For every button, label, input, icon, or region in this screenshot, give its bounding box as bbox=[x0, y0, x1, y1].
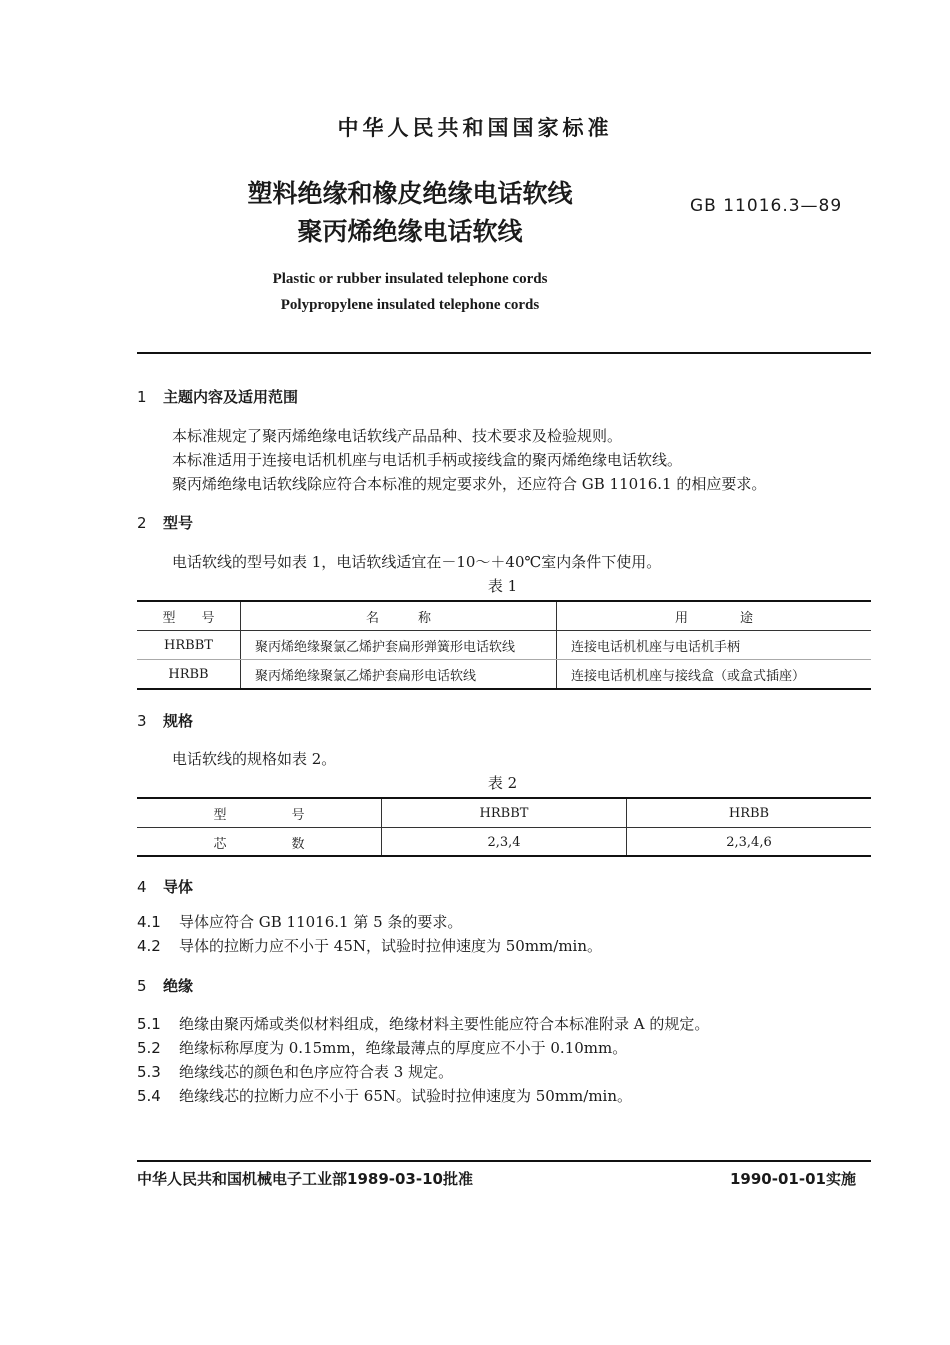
section-title: 主题内容及适用范围 bbox=[163, 388, 299, 406]
footer-divider bbox=[137, 1160, 871, 1162]
clause-number: 4.1 bbox=[137, 913, 161, 931]
approval-line: 中华人民共和国机械电子工业部1989-03-10批准 bbox=[137, 1170, 473, 1188]
title-cn-line-1: 塑料绝缘和橡皮绝缘电话软线 bbox=[247, 179, 573, 208]
section-3-heading bbox=[137, 710, 193, 731]
section-1-paragraph-2: 本标准适用于连接电话机机座与电话机手柄或接线盒的聚丙烯绝缘电话软线。 bbox=[172, 451, 683, 469]
clause-5-3 bbox=[137, 1061, 453, 1082]
table-2-caption: 表 2 bbox=[487, 774, 518, 792]
clause-text: 绝缘线芯的颜色和色序应符合表 3 规定。 bbox=[179, 1063, 454, 1081]
section-title: 规格 bbox=[163, 712, 194, 730]
section-number: 2 bbox=[137, 514, 147, 532]
section-4-heading bbox=[137, 876, 193, 897]
table-cell: 2,3,4 bbox=[382, 828, 627, 857]
table-cell: 连接电话机机座与电话机手柄 bbox=[557, 631, 872, 660]
clause-text: 绝缘线芯的拉断力应不小于 65N。试验时拉伸速度为 50mm/min。 bbox=[179, 1087, 633, 1105]
section-5-heading bbox=[137, 975, 193, 996]
clause-5-1 bbox=[137, 1013, 709, 1034]
section-title: 型号 bbox=[163, 514, 194, 532]
table-cell: 聚丙烯绝缘聚氯乙烯护套扁形电话软线 bbox=[241, 660, 557, 689]
section-title: 导体 bbox=[163, 878, 194, 896]
title-en-line-1: Plastic or rubber insulated telephone cords bbox=[272, 271, 548, 287]
section-number: 4 bbox=[137, 878, 147, 896]
section-1-heading bbox=[137, 386, 298, 407]
section-number: 1 bbox=[137, 388, 147, 406]
table-cell: 2,3,4,6 bbox=[627, 828, 872, 857]
national-standard-label: 中华人民共和国国家标准 bbox=[337, 116, 613, 140]
section-number: 3 bbox=[137, 712, 147, 730]
title-cn-line-2: 聚丙烯绝缘电话软线 bbox=[297, 217, 523, 246]
table-cell: 芯 数 bbox=[137, 828, 382, 857]
clause-number: 5.2 bbox=[137, 1039, 161, 1057]
table-row bbox=[137, 631, 871, 660]
table-1-bottom-rule bbox=[137, 688, 871, 690]
clause-number: 5.1 bbox=[137, 1015, 161, 1033]
table-1-caption: 表 1 bbox=[487, 577, 518, 595]
table-2-bottom-rule bbox=[137, 855, 871, 857]
table-header-cell: 型 号 bbox=[137, 799, 382, 828]
table-header-row bbox=[137, 602, 871, 631]
table-header-cell: HRBB bbox=[627, 799, 872, 828]
table-header-row bbox=[137, 799, 871, 828]
table-cell: HRBB bbox=[137, 660, 241, 689]
table-cell: HRBBT bbox=[137, 631, 241, 660]
table-header-cell: 名 称 bbox=[241, 602, 557, 631]
table-cell: 聚丙烯绝缘聚氯乙烯护套扁形弹簧形电话软线 bbox=[241, 631, 557, 660]
gb-code: GB 11016.3—89 bbox=[690, 196, 843, 216]
clause-text: 导体应符合 GB 11016.1 第 5 条的要求。 bbox=[179, 913, 463, 931]
table-1 bbox=[137, 602, 871, 689]
document-title-en bbox=[0, 266, 820, 318]
section-3-paragraph: 电话软线的规格如表 2。 bbox=[172, 750, 337, 768]
table-2 bbox=[137, 799, 871, 857]
section-2-heading bbox=[137, 512, 193, 533]
clause-5-4 bbox=[137, 1085, 632, 1106]
section-2-paragraph: 电话软线的型号如表 1，电话软线适宜在－10～＋40℃室内条件下使用。 bbox=[172, 553, 662, 571]
table-header-cell: 用 途 bbox=[557, 602, 872, 631]
section-1-paragraph-3: 聚丙烯绝缘电话软线除应符合本标准的规定要求外，还应符合 GB 11016.1 的相应要求。 bbox=[172, 475, 767, 493]
table-row bbox=[137, 660, 871, 689]
clause-5-2 bbox=[137, 1037, 627, 1058]
clause-text: 导体的拉断力应不小于 45N，试验时拉伸速度为 50mm/min。 bbox=[179, 937, 603, 955]
title-en-line-2: Polypropylene insulated telephone cords bbox=[280, 297, 540, 313]
clause-text: 绝缘标称厚度为 0.15mm，绝缘最薄点的厚度应不小于 0.10mm。 bbox=[179, 1039, 628, 1057]
table-header-cell: 型 号 bbox=[137, 602, 241, 631]
section-1-paragraph-1: 本标准规定了聚丙烯绝缘电话软线产品品种、技术要求及检验规则。 bbox=[172, 427, 623, 445]
table-header-cell: HRBBT bbox=[382, 799, 627, 828]
clause-number: 5.4 bbox=[137, 1087, 161, 1105]
clause-number: 4.2 bbox=[137, 937, 161, 955]
table-cell: 连接电话机机座与接线盒（或盒式插座） bbox=[557, 660, 872, 689]
header-divider bbox=[137, 352, 871, 354]
clause-text: 绝缘由聚丙烯或类似材料组成，绝缘材料主要性能应符合本标准附录 A 的规定。 bbox=[179, 1015, 710, 1033]
table-row bbox=[137, 828, 871, 857]
implementation-date: 1990-01-01实施 bbox=[730, 1170, 856, 1188]
section-title: 绝缘 bbox=[163, 977, 194, 995]
section-number: 5 bbox=[137, 977, 147, 995]
clause-4-1 bbox=[137, 911, 462, 932]
clause-number: 5.3 bbox=[137, 1063, 161, 1081]
clause-4-2 bbox=[137, 935, 602, 956]
